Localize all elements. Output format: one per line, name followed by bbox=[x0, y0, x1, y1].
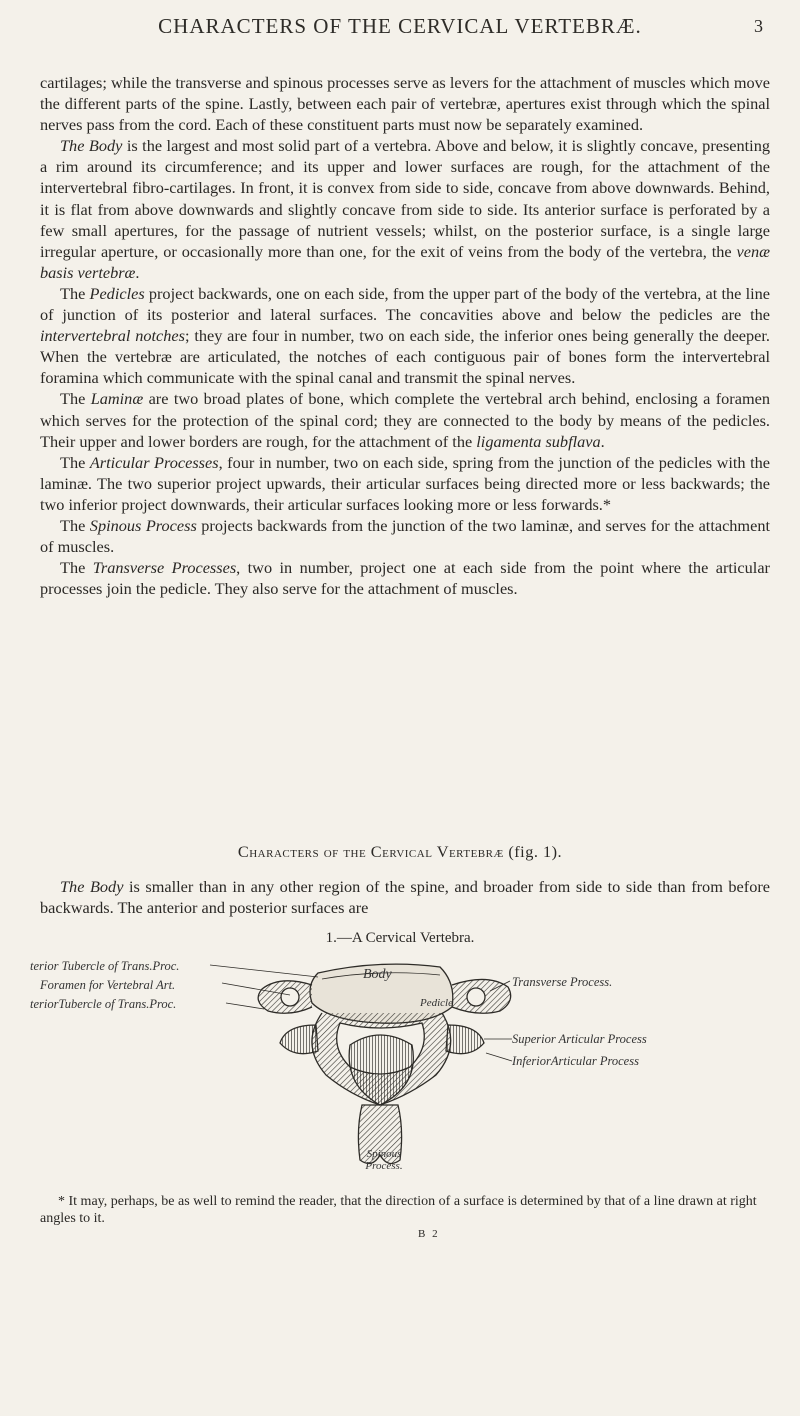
paragraph-laminae: The Laminæ are two broad plates of bone, which complete the vertebral arch behind, enclosing a foramen which serves for the protection of the spinal cord; they are connected to the body by means of the pedicles. Their upper and lower borders are rough, for the attachment of the ligamenta subflava. bbox=[40, 389, 770, 451]
footnote: * It may, perhaps, be as well to remind the reader, that the direction of a surface is determined by that of a line drawn at right angles to it. bbox=[40, 1194, 757, 1226]
label-body: Body bbox=[363, 967, 392, 982]
paragraph-spinous: The Spinous Process projects backwards from the junction of the two laminæ, and serves for the attachment of muscles. bbox=[40, 515, 770, 557]
paragraph-body: The Body is the largest and most solid part of a vertebra. Above and below, it is slightly concave, presenting a rim around its circumference; and its upper and lower surfaces are rough, for the attachment of the intervertebral fibro-cartilages. In front, it is convex from side to side, concave from above downwards. Behind, it is flat from above downwards and slightly concave from side to side. Its anterior surface is perforated by a few small apertures, for the passage of nutrient vessels; whilst, on the posterior surface, is a single large irregular aperture, or occasionally more than one, for the exit of veins from the body of the vertebra, the venæ basis vertebræ. bbox=[40, 136, 770, 282]
vertebra-figure bbox=[0, 955, 800, 1180]
body-text bbox=[40, 72, 770, 599]
label-superior-articular: Superior Articular Process bbox=[512, 1032, 647, 1046]
section-title: Characters of the Cervical Vertebræ (fig. 1). bbox=[237, 842, 563, 861]
section-paragraph: The Body is smaller than in any other region of the spine, and broader from side to side than from before backwards. The anterior and posterior surfaces are bbox=[40, 877, 770, 918]
signature-mark: B 2 bbox=[418, 1228, 440, 1240]
paragraph-transverse: The Transverse Processes, two in number, project one at each side from the point where the articular processes join the pedicle. They also serve for the attachment of muscles. bbox=[40, 558, 770, 599]
label-pedicle: Pedicle bbox=[420, 997, 453, 1009]
label-posterior-tubercle: teriorTubercle of Trans.Proc. bbox=[30, 997, 177, 1011]
label-foramen: Foramen for Vertebral Art. bbox=[40, 978, 176, 992]
label-inferior-articular: InferiorArticular Process bbox=[512, 1054, 639, 1068]
paragraph-articular: The Articular Processes, four in number, two on each side, spring from the junction of the pedicles with the laminæ. The two superior project upwards, their articular surfaces being directed more or less backwards; the two inferior project downwards, their articular surfaces looking more or less forwards.* bbox=[40, 452, 770, 514]
label-spinous-process: Spinous Process. bbox=[365, 1148, 403, 1172]
running-head: CHARACTERS OF THE CERVICAL VERTEBRÆ. bbox=[158, 14, 642, 38]
paragraph-pedicles: The Pedicles project backwards, one on each side, from the upper part of the body of the vertebra, at the line of junction of its posterior and lateral surfaces. The concavities above and below the pedicles are the intervertebral notches; they are four in number, two on each side, the inferior ones being generally the deeper. When the vertebræ are articulated, the notches of each contiguous pair of bones form the intervertebral foramina which communicate with the spinal canal and transmit the spinal nerves. bbox=[40, 283, 770, 388]
page-number: 3 bbox=[754, 16, 763, 36]
label-anterior-tubercle: terior Tubercle of Trans.Proc. bbox=[30, 959, 180, 973]
paragraph-intro: cartilages; while the transverse and spinous processes serve as levers for the attachment of muscles which move the different parts of the spine. Lastly, between each pair of vertebræ, apertures exist through which the spinal nerves pass from the cord. Each of these constituent parts must now be separately examined. bbox=[40, 73, 770, 135]
figure-caption: 1.—A Cervical Vertebra. bbox=[325, 930, 475, 946]
label-transverse-process: Transverse Process. bbox=[512, 975, 613, 989]
